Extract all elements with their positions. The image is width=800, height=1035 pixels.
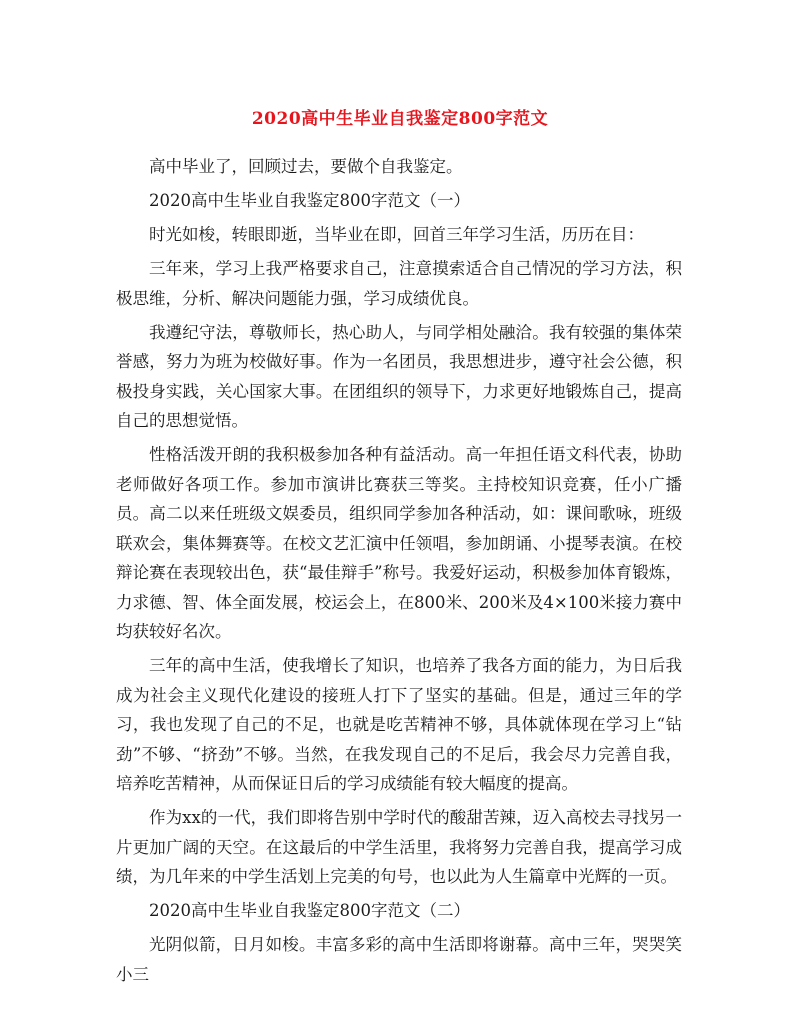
paragraph: 三年的高中生活，使我增长了知识，也培养了我各方面的能力，为日后我成为社会主义现代化建设的接班人打下了坚实的基础。但是，通过三年的学习，我也发现了自己的不足，也就是吃苦精神不够，具体就体现在学习上“钻劲”不够、“挤劲”不够。当然，在我发现自己的不足后，我会尽力完善自我，培养吃苦精神，从而保证日后的学习成绩能有较大幅度的提高。: [116, 656, 682, 793]
document-title: 2020高中生毕业自我鉴定800字范文: [251, 109, 549, 129]
document-body: [116, 152, 682, 994]
paragraph-intro: 高中毕业了，回顾过去，要做个自我鉴定。: [149, 157, 463, 176]
paragraph: 时光如梭，转眼即逝，当毕业在即，回首三年学习生活，历历在目：: [149, 225, 644, 244]
paragraph: 我遵纪守法，尊敬师长，热心助人，与同学相处融洽。我有较强的集体荣誉感，努力为班为校做好事。作为一名团员，我思想进步，遵守社会公德，积极投身实践，关心国家大事。在团组织的领导下，力求更好地锻炼自己，提高自己的思想觉悟。: [116, 322, 682, 430]
paragraph: 三年来，学习上我严格要求自己，注意摸索适合自己情况的学习方法，积极思维，分析、解决问题能力强，学习成绩优良。: [116, 259, 682, 308]
paragraph: 光阴似箭，日月如梭。丰富多彩的高中生活即将谢幕。高中三年，哭哭笑小三: [116, 935, 682, 984]
paragraph: 作为xx的一代，我们即将告别中学时代的酸甜苦辣，迈入高校去寻找另一片更加广阔的天空。在这最后的中学生活里，我将努力完善自我，提高学习成绩，为几年来的中学生活划上完美的句号，也以此为人生篇章中光辉的一页。: [116, 808, 682, 886]
section-heading-2: 2020高中生毕业自我鉴定800字范文（二）: [149, 901, 470, 920]
section-heading-1: 2020高中生毕业自我鉴定800字范文（一）: [149, 191, 470, 210]
paragraph: 性格活泼开朗的我积极参加各种有益活动。高一年担任语文科代表，协助老师做好各项工作。参加市演讲比赛获三等奖。主持校知识竞赛，任小广播员。高二以来任班级文娱委员，组织同学参加各种活动，如：课间歌咏，班级联欢会，集体舞赛等。在校文艺汇演中任领唱，参加朗诵、小提琴表演。在校辩论赛在表现较出色，获“最佳辩手”称号。我爱好运动，积极参加体育锻炼，力求德、智、体全面发展，校运会上，在800米、200米及4×100米接力赛中均获较好名次。: [116, 445, 682, 641]
